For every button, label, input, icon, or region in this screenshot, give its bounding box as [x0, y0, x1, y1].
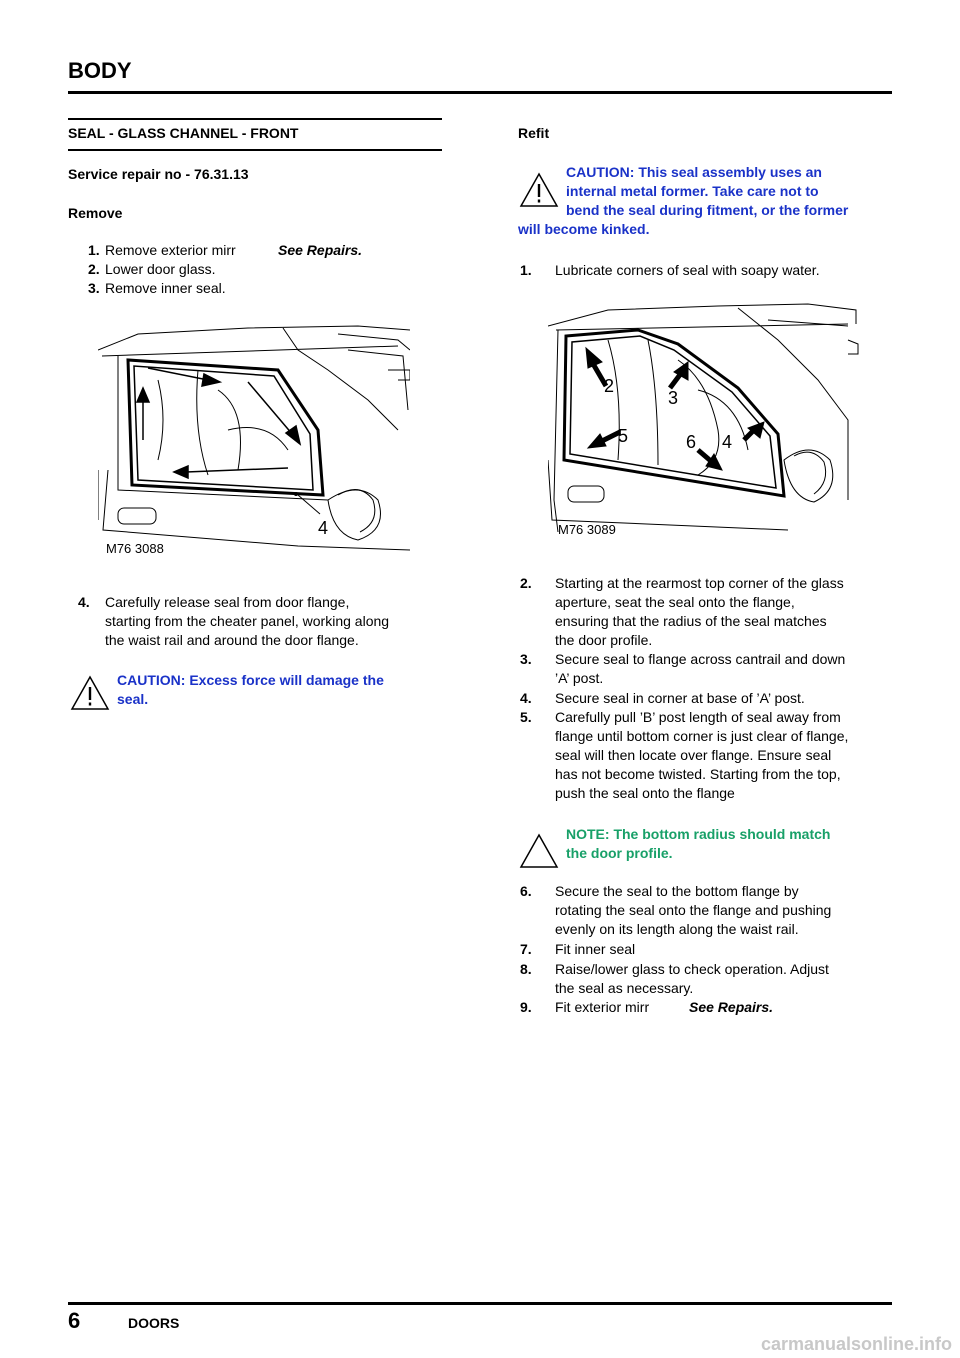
step-number: 4.: [520, 690, 532, 706]
step-number: 7.: [520, 941, 532, 957]
step-text: Fit exterior mirr: [555, 999, 650, 1015]
page-number: 6: [68, 1308, 81, 1333]
note-line: NOTE: The bottom radius should match: [566, 826, 831, 842]
step-text-line: Secure the seal to the bottom flange by: [555, 883, 799, 899]
see-repairs-link[interactable]: See Repairs.: [278, 242, 363, 258]
step-number: 9.: [520, 999, 532, 1015]
step-text-line: the waist rail and around the door flange.: [105, 632, 359, 648]
figure-callout: 4: [318, 518, 329, 538]
figure-label: M76 3089: [558, 522, 616, 537]
note-icon: [519, 833, 559, 869]
step-text-line: Secure seal to flange across cantrail and down: [555, 651, 846, 667]
remove-step-4: [68, 593, 448, 653]
step-number: 3.: [520, 651, 532, 667]
section-title: SEAL - GLASS CHANNEL - FRONT: [68, 125, 299, 141]
step-text: Remove inner seal.: [105, 280, 226, 296]
figure-callout-3: 3: [668, 388, 679, 408]
step-text-line: has not become twisted. Starting from the top,: [555, 766, 841, 782]
remove-heading: Remove: [68, 205, 123, 221]
note-text: [566, 825, 830, 863]
step-number: 1.: [520, 262, 532, 278]
step-number: 5.: [520, 709, 532, 725]
figure-label: M76 3088: [106, 541, 164, 556]
footer-section-label: DOORS: [128, 1315, 180, 1331]
caution-warning-icon: [519, 172, 559, 208]
figure-callout-4: 4: [722, 432, 733, 452]
page-header-title: BODY: [68, 58, 132, 83]
step-text-line: Starting at the rearmost top corner of the glass: [555, 575, 844, 591]
step-text-line: Raise/lower glass to check operation. Adjust: [555, 961, 829, 977]
step-number: 1.: [88, 242, 100, 258]
step-text-line: the seal as necessary.: [555, 980, 694, 996]
note-line: the door profile.: [566, 845, 673, 861]
caution-line: seal.: [117, 691, 149, 707]
caution-line: bend the seal during fitment, or the former: [566, 202, 849, 218]
caution-line: will become kinked.: [518, 221, 650, 237]
see-repairs-link[interactable]: See Repairs.: [689, 999, 774, 1015]
figure-callout-6: 6: [686, 432, 697, 452]
door-seal-removal-illustration: [98, 310, 410, 560]
figure-callout-5: 5: [618, 426, 629, 446]
step-text: Lower door glass.: [105, 261, 216, 277]
step-text-line: the door profile.: [555, 632, 653, 648]
step-number: 3.: [88, 280, 100, 296]
watermark: carmanualsonline.info: [760, 1334, 952, 1354]
step-text-line: aperture, seat the seal onto the flange,: [555, 594, 795, 610]
step-number: 6.: [520, 883, 532, 899]
caution-text: [566, 163, 848, 220]
step-text-line: rotating the seal onto the flange and pushing: [555, 902, 832, 918]
step-text-line: ’A’ post.: [555, 670, 604, 686]
caution-line: CAUTION: Excess force will damage the: [117, 672, 384, 688]
step-text-line: evenly on its length along the waist rail.: [555, 921, 799, 937]
refit-step-8: [518, 960, 898, 998]
step-number: 8.: [520, 961, 532, 977]
step-text-line: starting from the cheater panel, working along: [105, 613, 390, 629]
refit-step-6: [518, 882, 898, 939]
refit-heading: Refit: [518, 125, 550, 141]
step-text-line: Carefully pull ’B’ post length of seal away from: [555, 709, 841, 725]
step-text: Lubricate corners of seal with soapy water.: [555, 262, 820, 278]
header-rule: [68, 91, 892, 94]
step-number: 4.: [78, 594, 90, 610]
section-rule-bottom: [68, 149, 442, 151]
step-text-line: flange until bottom corner is just clear of flange,: [555, 728, 849, 744]
step-text-line: ensuring that the radius of the seal matches: [555, 613, 827, 629]
step-text-line: Carefully release seal from door flange,: [105, 594, 350, 610]
service-repair-number: Service repair no - 76.31.13: [68, 166, 249, 182]
step-text-line: push the seal onto the flange: [555, 785, 735, 801]
caution-warning-icon: [70, 675, 110, 711]
caution-text: [117, 671, 384, 709]
caution-line: internal metal former. Take care not to: [566, 183, 819, 199]
section-rule-top: [68, 118, 442, 120]
door-seal-fitting-illustration: [548, 300, 860, 540]
footer-rule: [68, 1302, 892, 1305]
refit-step-2: [518, 574, 898, 650]
step-number: 2.: [88, 261, 100, 277]
step-number: 2.: [520, 575, 532, 591]
caution-line: CAUTION: This seal assembly uses an: [566, 164, 822, 180]
step-text: Remove exterior mirr: [105, 242, 236, 258]
step-text-line: Secure seal in corner at base of ’A’ post.: [555, 690, 805, 706]
refit-step-5: [518, 708, 908, 803]
step-text-line: Fit inner seal: [555, 941, 636, 957]
refit-step-3: [518, 650, 898, 688]
step-text-line: seal will then locate over flange. Ensure seal: [555, 747, 832, 763]
figure-callout-2: 2: [604, 376, 615, 396]
